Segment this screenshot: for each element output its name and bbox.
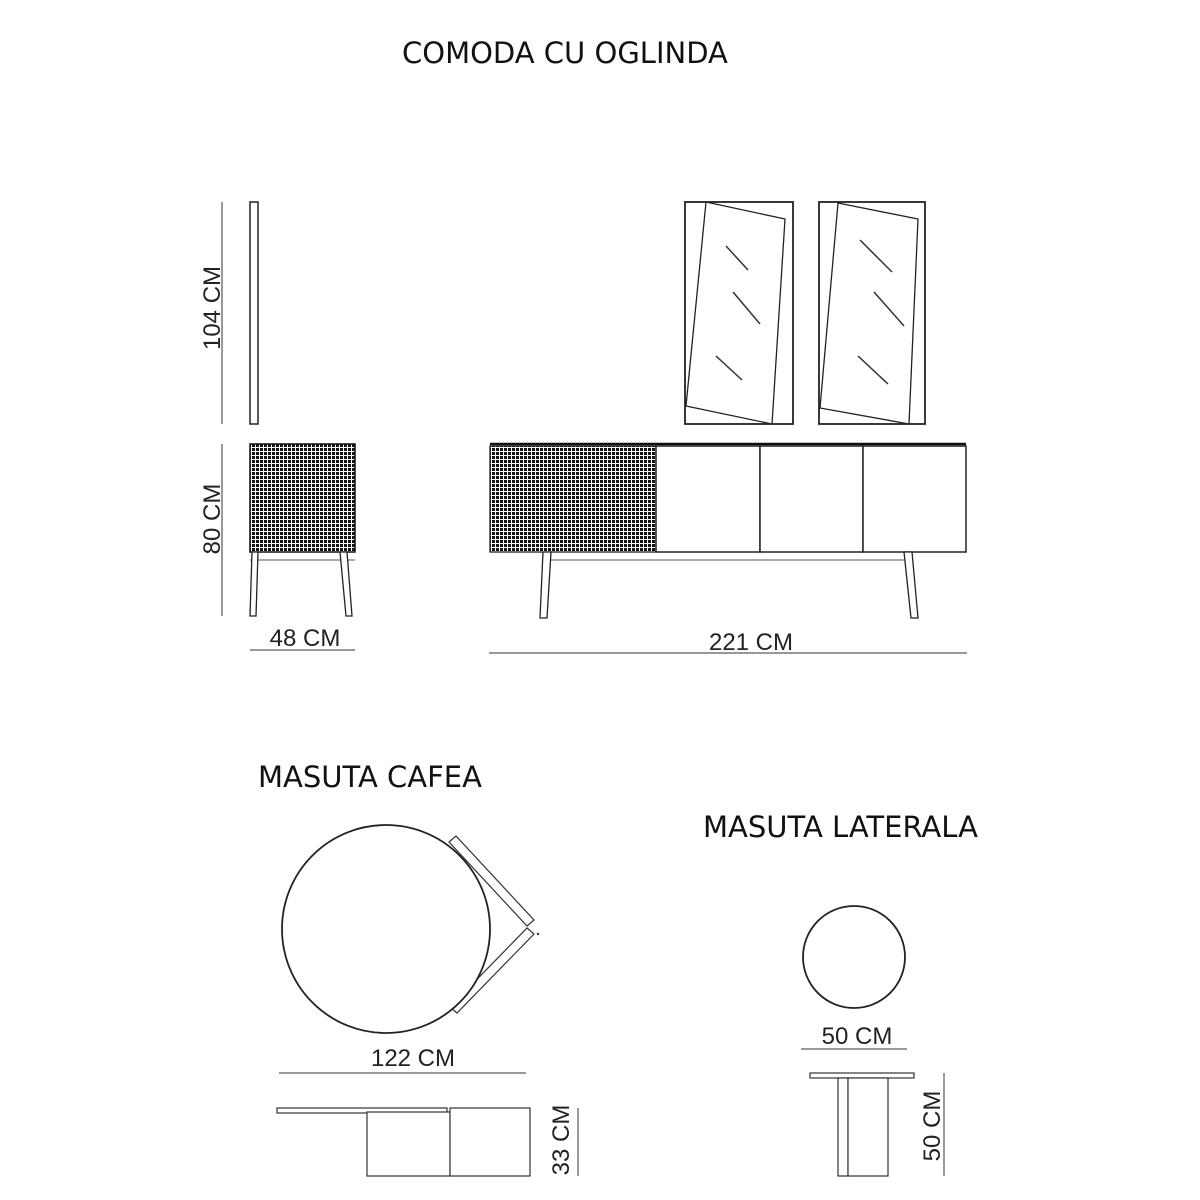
dim-dresser-depth (250, 625, 355, 652)
dim-mirror-height (199, 202, 226, 424)
dim-dresser-depth-label: 48 CM (269, 625, 341, 652)
side-table-top-view (803, 906, 905, 1008)
mirror-right (819, 202, 925, 424)
title-masuta-cafea: MASUTA CAFEA (258, 760, 482, 794)
dim-side-height-label: 50 CM (919, 1090, 946, 1162)
dim-side-height (919, 1073, 946, 1176)
title-masuta-laterala: MASUTA LATERALA (703, 810, 978, 844)
side-view-dresser (250, 444, 355, 616)
side-view-mirror (250, 202, 258, 424)
coffee-table-side-view (277, 1108, 530, 1176)
side-table-side-view (810, 1073, 914, 1176)
mirror-left (685, 202, 793, 424)
dim-coffee-width (279, 1045, 526, 1073)
dim-dresser-width-label: 221 CM (708, 629, 794, 656)
dim-dresser-width (489, 629, 967, 656)
dim-mirror-height-label: 104 CM (199, 265, 226, 351)
dim-side-width-label: 50 CM (821, 1023, 893, 1050)
dim-dresser-height-label: 80 CM (199, 483, 226, 555)
coffee-table-top-view (282, 825, 539, 1033)
dim-coffee-height-label: 33 CM (548, 1104, 575, 1176)
dim-coffee-height (548, 1105, 578, 1176)
dim-dresser-height (199, 444, 226, 616)
dim-side-width (801, 1023, 907, 1050)
dresser-front (490, 444, 966, 618)
title-comoda-cu-oglinda: COMODA CU OGLINDA (402, 36, 728, 70)
dim-coffee-width-label: 122 CM (370, 1045, 456, 1072)
